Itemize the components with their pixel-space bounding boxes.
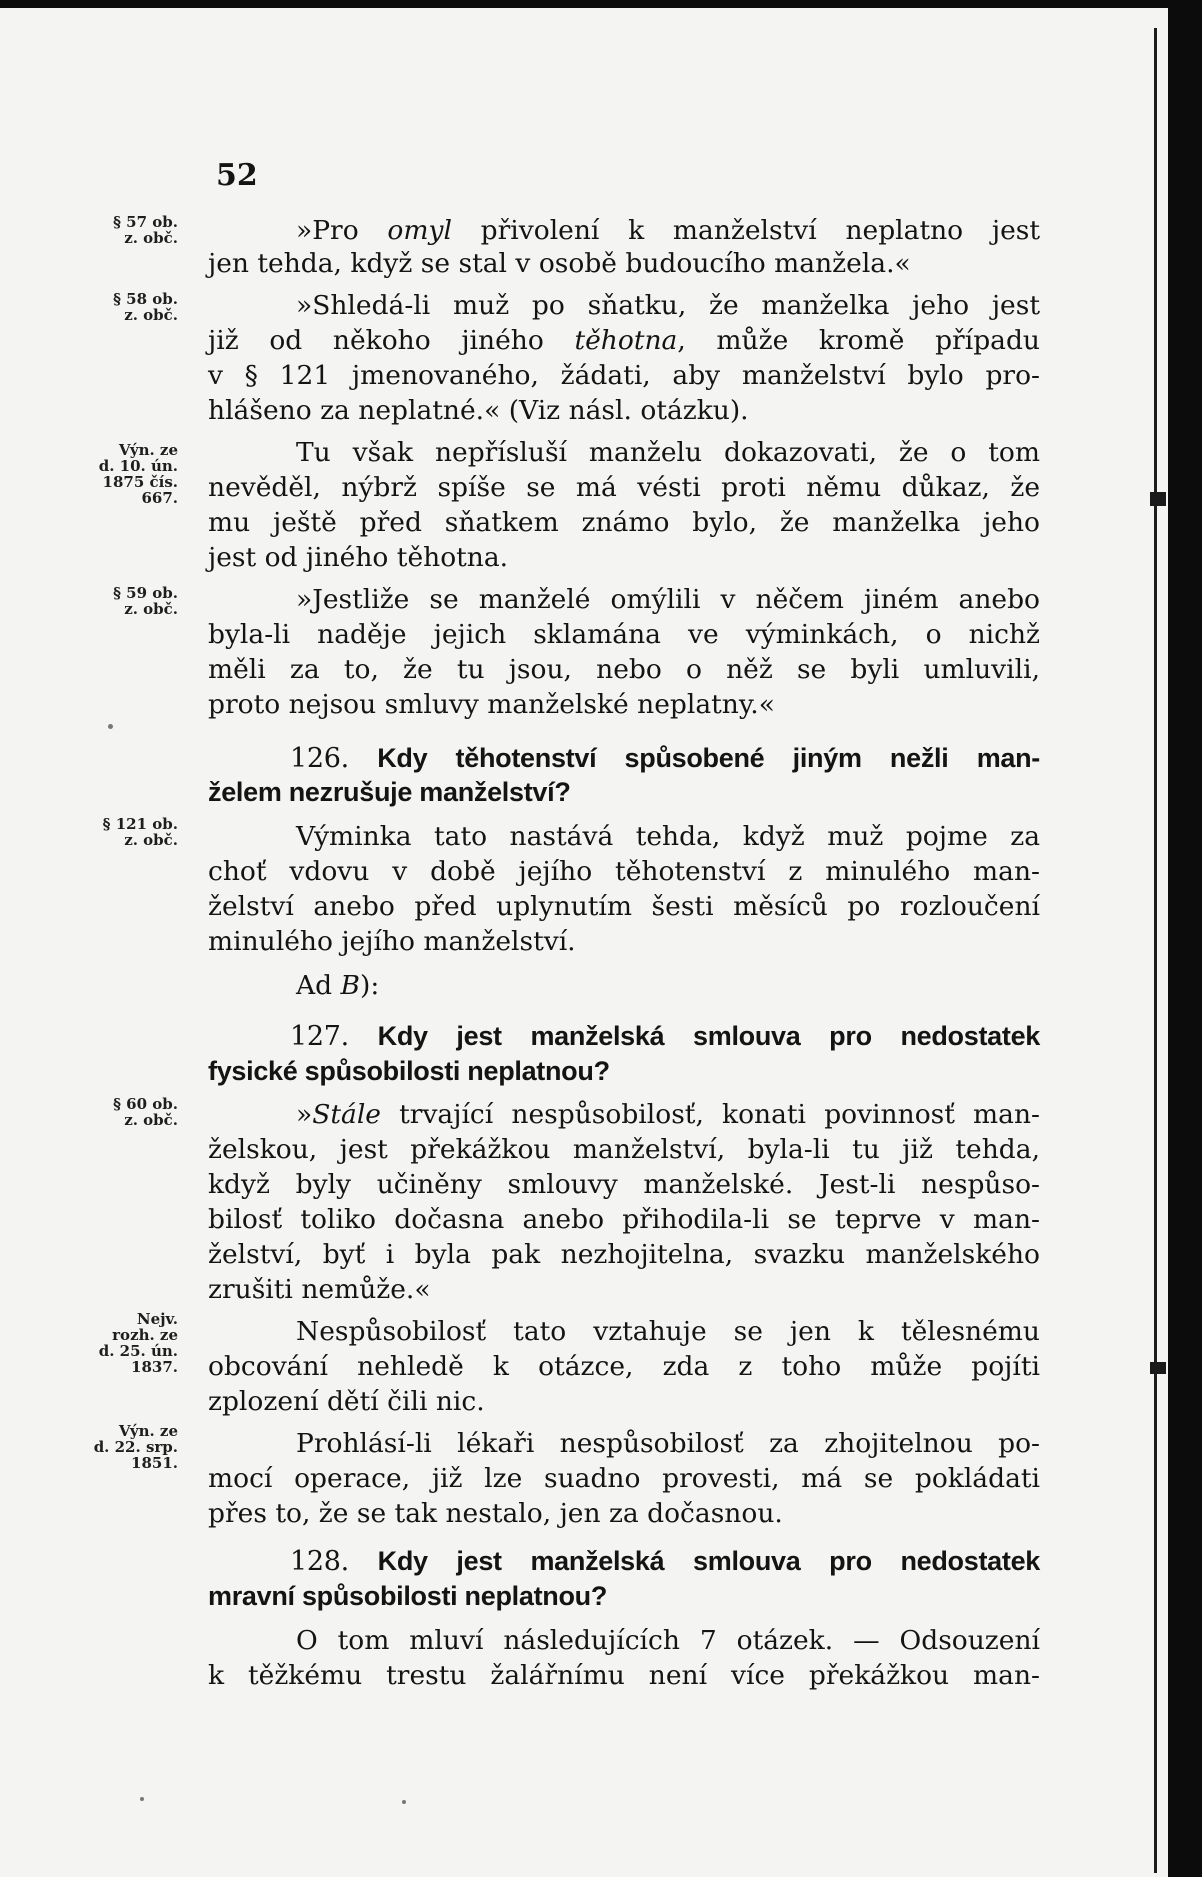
text-line: v § 121 jmenovaného, žádati, aby manželství bylo pro- bbox=[208, 360, 1040, 391]
text-line: jest od jiného těhotna. bbox=[208, 542, 509, 573]
text-line: jen tehda, když se stal v osobě budoucího manžela.« bbox=[208, 248, 911, 279]
text-line: Nespůsobilosť tato vztahuje se jen k tělesnému bbox=[296, 1316, 1040, 1347]
text-line: O tom mluví následujících 7 otázek. — Odsouzení bbox=[296, 1625, 1040, 1656]
text-line: proto nejsou smluvy manželské neplatny.« bbox=[208, 689, 775, 720]
section-heading: 126. Kdy těhotenství spůsobené jiným nežli man- bbox=[290, 743, 1040, 774]
scanned-page bbox=[0, 8, 1168, 1877]
text-line: Výminka tato nastává tehda, když muž pojme za bbox=[296, 821, 1040, 852]
edge-mark bbox=[1150, 492, 1166, 506]
margin-note: § 60 ob. z. obč. bbox=[113, 1095, 178, 1129]
text-line: nevěděl, nýbrž spíše se má vésti proti němu důkaz, že bbox=[208, 472, 1040, 503]
text-line: »Pro omyl přivolení k manželství neplatno jest bbox=[296, 215, 1040, 246]
text-line: mocí operace, již lze suadno provesti, má se pokládati bbox=[208, 1463, 1040, 1494]
text-line: »Jestliže se manželé omýlili v něčem jiném anebo bbox=[296, 584, 1040, 615]
text-line: měli za to, že tu jsou, nebo o něž se byli umluvili, bbox=[208, 654, 1040, 685]
text-line: choť vdovu v době jejího těhotenství z minulého man- bbox=[208, 856, 1040, 887]
margin-note: Výn. ze d. 10. ún. 1875 čís. 667. bbox=[98, 441, 178, 507]
edge-mark bbox=[1150, 1362, 1166, 1374]
text-line: minulého jejího manželství. bbox=[208, 926, 576, 957]
section-heading: fysické spůsobilosti neplatnou? bbox=[208, 1056, 610, 1086]
text-line: byla-li naděje jejich sklamána ve výminkách, o nichž bbox=[208, 619, 1040, 650]
text-line: k těžkému trestu žalářnímu není více překážkou man- bbox=[208, 1660, 1040, 1691]
text-line: když byly učiněny smlouvy manželské. Jest-li nespůso- bbox=[208, 1169, 1040, 1200]
text-line: Tu však nepřísluší manželu dokazovati, že o tom bbox=[296, 437, 1040, 468]
text-line: zplození dětí čili nic. bbox=[208, 1386, 485, 1417]
text-line: přes to, že se tak nestalo, jen za dočasnou. bbox=[208, 1498, 783, 1529]
text-line: Prohlásí-li lékaři nespůsobilosť za zhojitelnou po- bbox=[296, 1428, 1040, 1459]
text-line: »Shledá-li muž po sňatku, že manželka jeho jest bbox=[296, 290, 1040, 321]
text-line: hlášeno za neplatné.« (Viz násl. otázku). bbox=[208, 395, 749, 426]
section-heading: 128. Kdy jest manželská smlouva pro nedostatek bbox=[290, 1546, 1040, 1577]
text-line: bilosť toliko dočasna anebo přihodila-li se teprve v man- bbox=[208, 1204, 1040, 1235]
page-number: 52 bbox=[216, 158, 258, 193]
margin-note: Výn. ze d. 22. srp. 1851. bbox=[93, 1422, 178, 1472]
page-edge-line bbox=[1154, 28, 1157, 1873]
margin-note: Nejv. rozh. ze d. 25. ún. 1837. bbox=[98, 1310, 178, 1376]
paper-speck bbox=[402, 1800, 406, 1804]
paper-speck bbox=[108, 724, 113, 729]
text-line: »Stále trvající nespůsobilosť, konati povinnosť man- bbox=[296, 1099, 1040, 1130]
margin-note: § 59 ob. z. obč. bbox=[113, 584, 178, 618]
subsection-label: Ad B): bbox=[296, 970, 380, 1001]
text-line: již od někoho jiného těhotna, může kromě případu bbox=[208, 325, 1040, 356]
margin-note: § 121 ob. z. obč. bbox=[102, 815, 178, 849]
section-heading: 127. Kdy jest manželská smlouva pro nedostatek bbox=[290, 1021, 1040, 1052]
paper-speck bbox=[140, 1797, 144, 1801]
text-line: želskou, jest překážkou manželství, byla-li tu již tehda, bbox=[208, 1134, 1040, 1165]
section-heading: mravní spůsobilosti neplatnou? bbox=[208, 1581, 608, 1611]
text-line: mu ještě před sňatkem známo bylo, že manželka jeho bbox=[208, 507, 1040, 538]
text-line: želství anebo před uplynutím šesti měsíců po rozloučení bbox=[208, 891, 1040, 922]
section-heading: želem nezrušuje manželství? bbox=[208, 777, 571, 807]
text-line: zrušiti nemůže.« bbox=[208, 1274, 431, 1305]
margin-note: § 58 ob. z. obč. bbox=[113, 290, 178, 324]
text-line: obcování nehledě k otázce, zda z toho může pojíti bbox=[208, 1351, 1040, 1382]
margin-note: § 57 ob. z. obč. bbox=[113, 213, 178, 247]
text-line: želství, byť i byla pak nezhojitelna, svazku manželského bbox=[208, 1239, 1040, 1270]
